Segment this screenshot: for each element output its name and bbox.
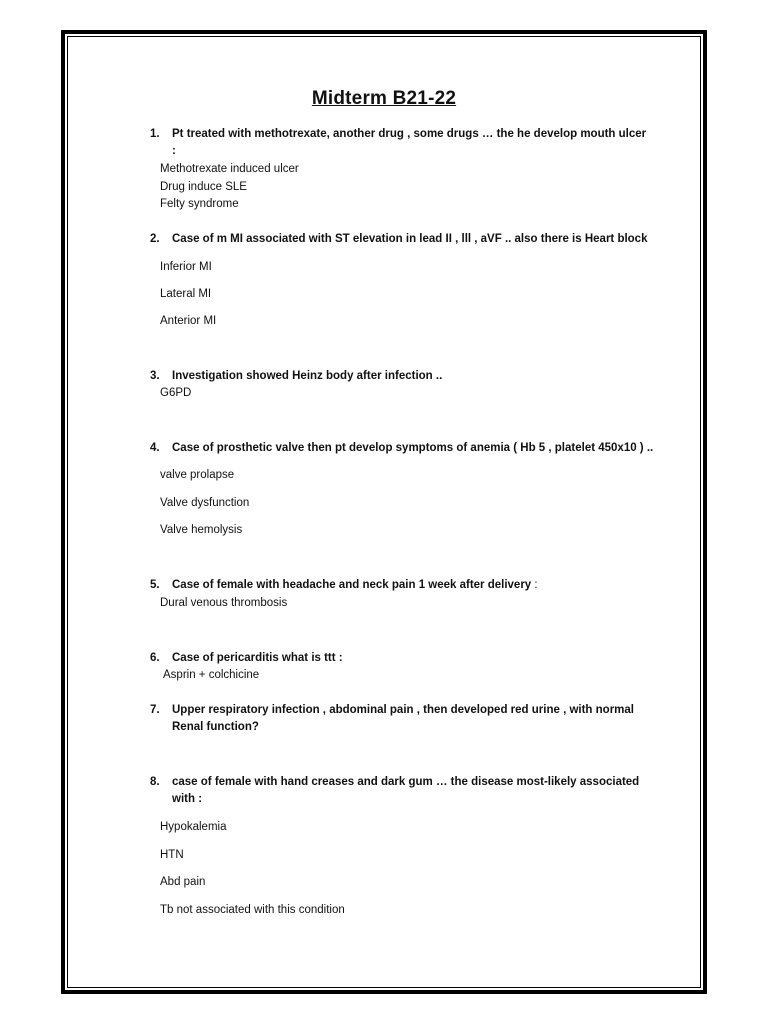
document-title: Midterm B21-22 xyxy=(311,88,457,109)
question-4-number: 4. xyxy=(150,442,160,454)
question-2-stem xyxy=(150,231,660,248)
question-7-number: 7. xyxy=(150,704,160,716)
question-7 xyxy=(150,702,660,736)
question-1-number: 1. xyxy=(150,128,160,140)
question-1 xyxy=(150,126,660,160)
question-3-option-1: G6PD xyxy=(160,387,192,399)
question-2-option-1: Inferior MI xyxy=(160,261,212,273)
question-1-stem xyxy=(150,126,660,160)
question-4-option-3: Valve hemolysis xyxy=(160,524,243,536)
question-1-option-3: Felty syndrome xyxy=(160,198,239,210)
question-8-option-1: Hypokalemia xyxy=(160,821,227,833)
question-8-option-4: Tb not associated with this condition xyxy=(160,904,345,916)
question-5 xyxy=(150,577,660,594)
question-6-option-1: Asprin + colchicine xyxy=(163,669,260,681)
question-4-option-1: valve prolapse xyxy=(160,469,235,481)
question-8-option-3: Abd pain xyxy=(160,876,206,888)
question-6-text: Case of pericarditis what is ttt : xyxy=(172,652,343,664)
question-4-option-2: Valve dysfunction xyxy=(160,497,250,509)
question-3-number: 3. xyxy=(150,370,160,382)
question-5-stem xyxy=(150,577,660,594)
question-8-text-line2: with : xyxy=(172,793,203,805)
question-6 xyxy=(150,650,660,667)
question-8-option-2: HTN xyxy=(160,849,184,861)
question-2 xyxy=(150,231,660,248)
question-3-text: Investigation showed Heinz body after infection .. xyxy=(172,370,443,382)
question-5-text: Case of female with headache and neck pain 1 week after delivery xyxy=(172,579,532,591)
question-1-text: Pt treated with methotrexate, another drug , some drugs … the he develop mouth ulcer xyxy=(172,128,647,140)
question-2-option-3: Anterior MI xyxy=(160,315,217,327)
question-6-stem xyxy=(150,650,660,667)
question-3-stem xyxy=(150,368,660,385)
question-5-option-1: Dural venous thrombosis xyxy=(160,597,288,609)
question-6-number: 6. xyxy=(150,652,160,664)
question-8 xyxy=(150,774,660,808)
question-5-text-suffix: : xyxy=(531,579,538,591)
question-8-number: 8. xyxy=(150,776,160,788)
question-2-option-2: Lateral MI xyxy=(160,288,212,300)
question-7-stem xyxy=(150,702,660,736)
question-7-text: Upper respiratory infection , abdominal pain , then developed red urine , with normal xyxy=(172,704,634,716)
question-4-stem xyxy=(150,440,660,457)
question-8-stem xyxy=(150,774,660,808)
question-5-number: 5. xyxy=(150,579,160,591)
question-4 xyxy=(150,440,660,457)
question-7-text-line2: Renal function? xyxy=(172,721,259,733)
question-8-text: case of female with hand creases and dark gum … the disease most-likely associated xyxy=(172,776,640,788)
question-4-text: Case of prosthetic valve then pt develop symptoms of anemia ( Hb 5 , platelet 450x10 ) .. xyxy=(172,442,654,454)
question-3 xyxy=(150,368,660,385)
question-2-number: 2. xyxy=(150,233,160,245)
question-1-option-2: Drug induce SLE xyxy=(160,181,247,193)
question-1-option-1: Methotrexate induced ulcer xyxy=(160,163,299,175)
question-1-text-line2: : xyxy=(172,145,176,157)
question-2-text: Case of m MI associated with ST elevation in lead II , lll , aVF .. also there is Heart block xyxy=(172,233,648,245)
